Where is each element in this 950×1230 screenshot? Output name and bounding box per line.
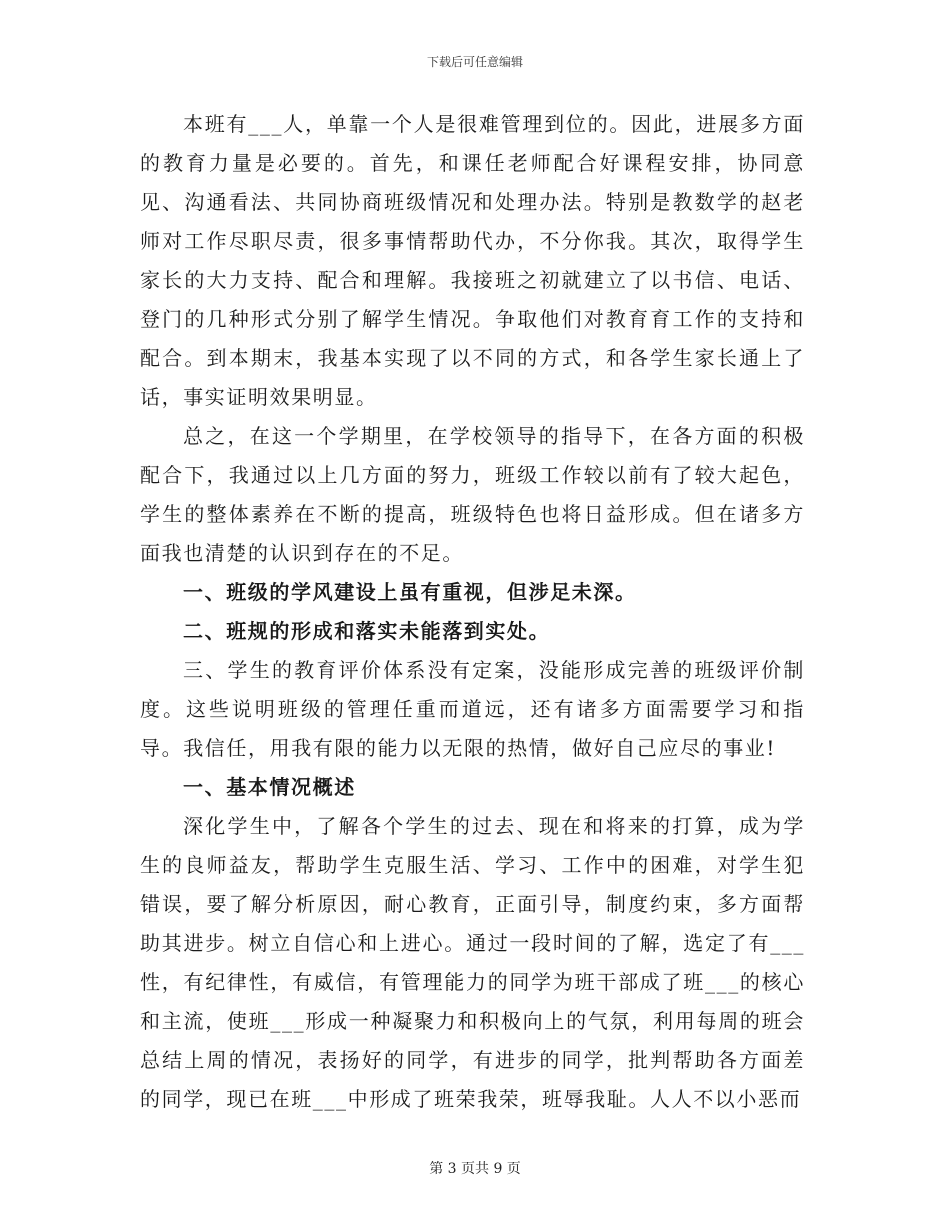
heading-shortcoming-1: 一、班级的学风建设上虽有重视，但涉足未深。 — [183, 580, 637, 604]
heading-basic-overview: 一、基本情况概述 — [183, 775, 356, 799]
paragraph-class-size: 本班有___人，单靠一个人是很难管理到位的。因此，进展多方面的教育力量是必要的。首先，和课任老师配合好课程安排，协同意见、沟通看法、共同协商班级情况和处理办法。特别是教数学的赵老师对工作尽职尽责，很多事情帮助代办，不分你我。其次，取得学生家长的大力支持、配合和理解。我接班之初就建立了以书信、电话、登门的几种形式分别了解学生情况。争取他们对教育育工作的支持和配合。到本期末，我基本实现了以不同的方式，和各学生家长通上了话，事实证明效果明显。 — [140, 112, 805, 409]
paragraph-student-understanding: 深化学生中，了解各个学生的过去、现在和将来的打算，成为学生的良师益友，帮助学生克服生活、学习、工作中的困难，对学生犯错误，要了解分析原因，耐心教育，正面引导，制度约束，多方面帮助其进步。树立自信心和上进心。通过一段时间的了解，选定了有___性，有纪律性，有威信，有管理能力的同学为班干部成了班___的核心和主流，使班___形成一种凝聚力和积极向上的气氛，利用每周的班会总结上周的情况，表扬好的同学，有进步的同学，批判帮助各方面差的同学，现已在班___中形成了班荣我荣，班辱我耻。人人不以小恶而 — [140, 814, 805, 1111]
heading-shortcoming-2: 二、班规的形成和落实未能落到实处。 — [183, 619, 551, 643]
document-body — [140, 105, 805, 1119]
page-footer: 第 3 页共 9 页 — [429, 1161, 521, 1177]
page-header: 下载后可任意编辑 — [426, 55, 523, 69]
paragraph-summary: 总之，在这一个学期里，在学校领导的指导下，在各方面的积极配合下，我通过以上几方面的努力，班级工作较以前有了较大起色，学生的整体素养在不断的提高，班级特色也将日益形成。但在诸多方面我也清楚的认识到存在的不足。 — [140, 424, 805, 565]
paragraph-shortcoming-3: 三、学生的教育评价体系没有定案，没能形成完善的班级评价制度。这些说明班级的管理任重而道远，还有诸多方面需要学习和指导。我信任，用我有限的能力以无限的热情，做好自己应尽的事业! — [140, 658, 805, 760]
